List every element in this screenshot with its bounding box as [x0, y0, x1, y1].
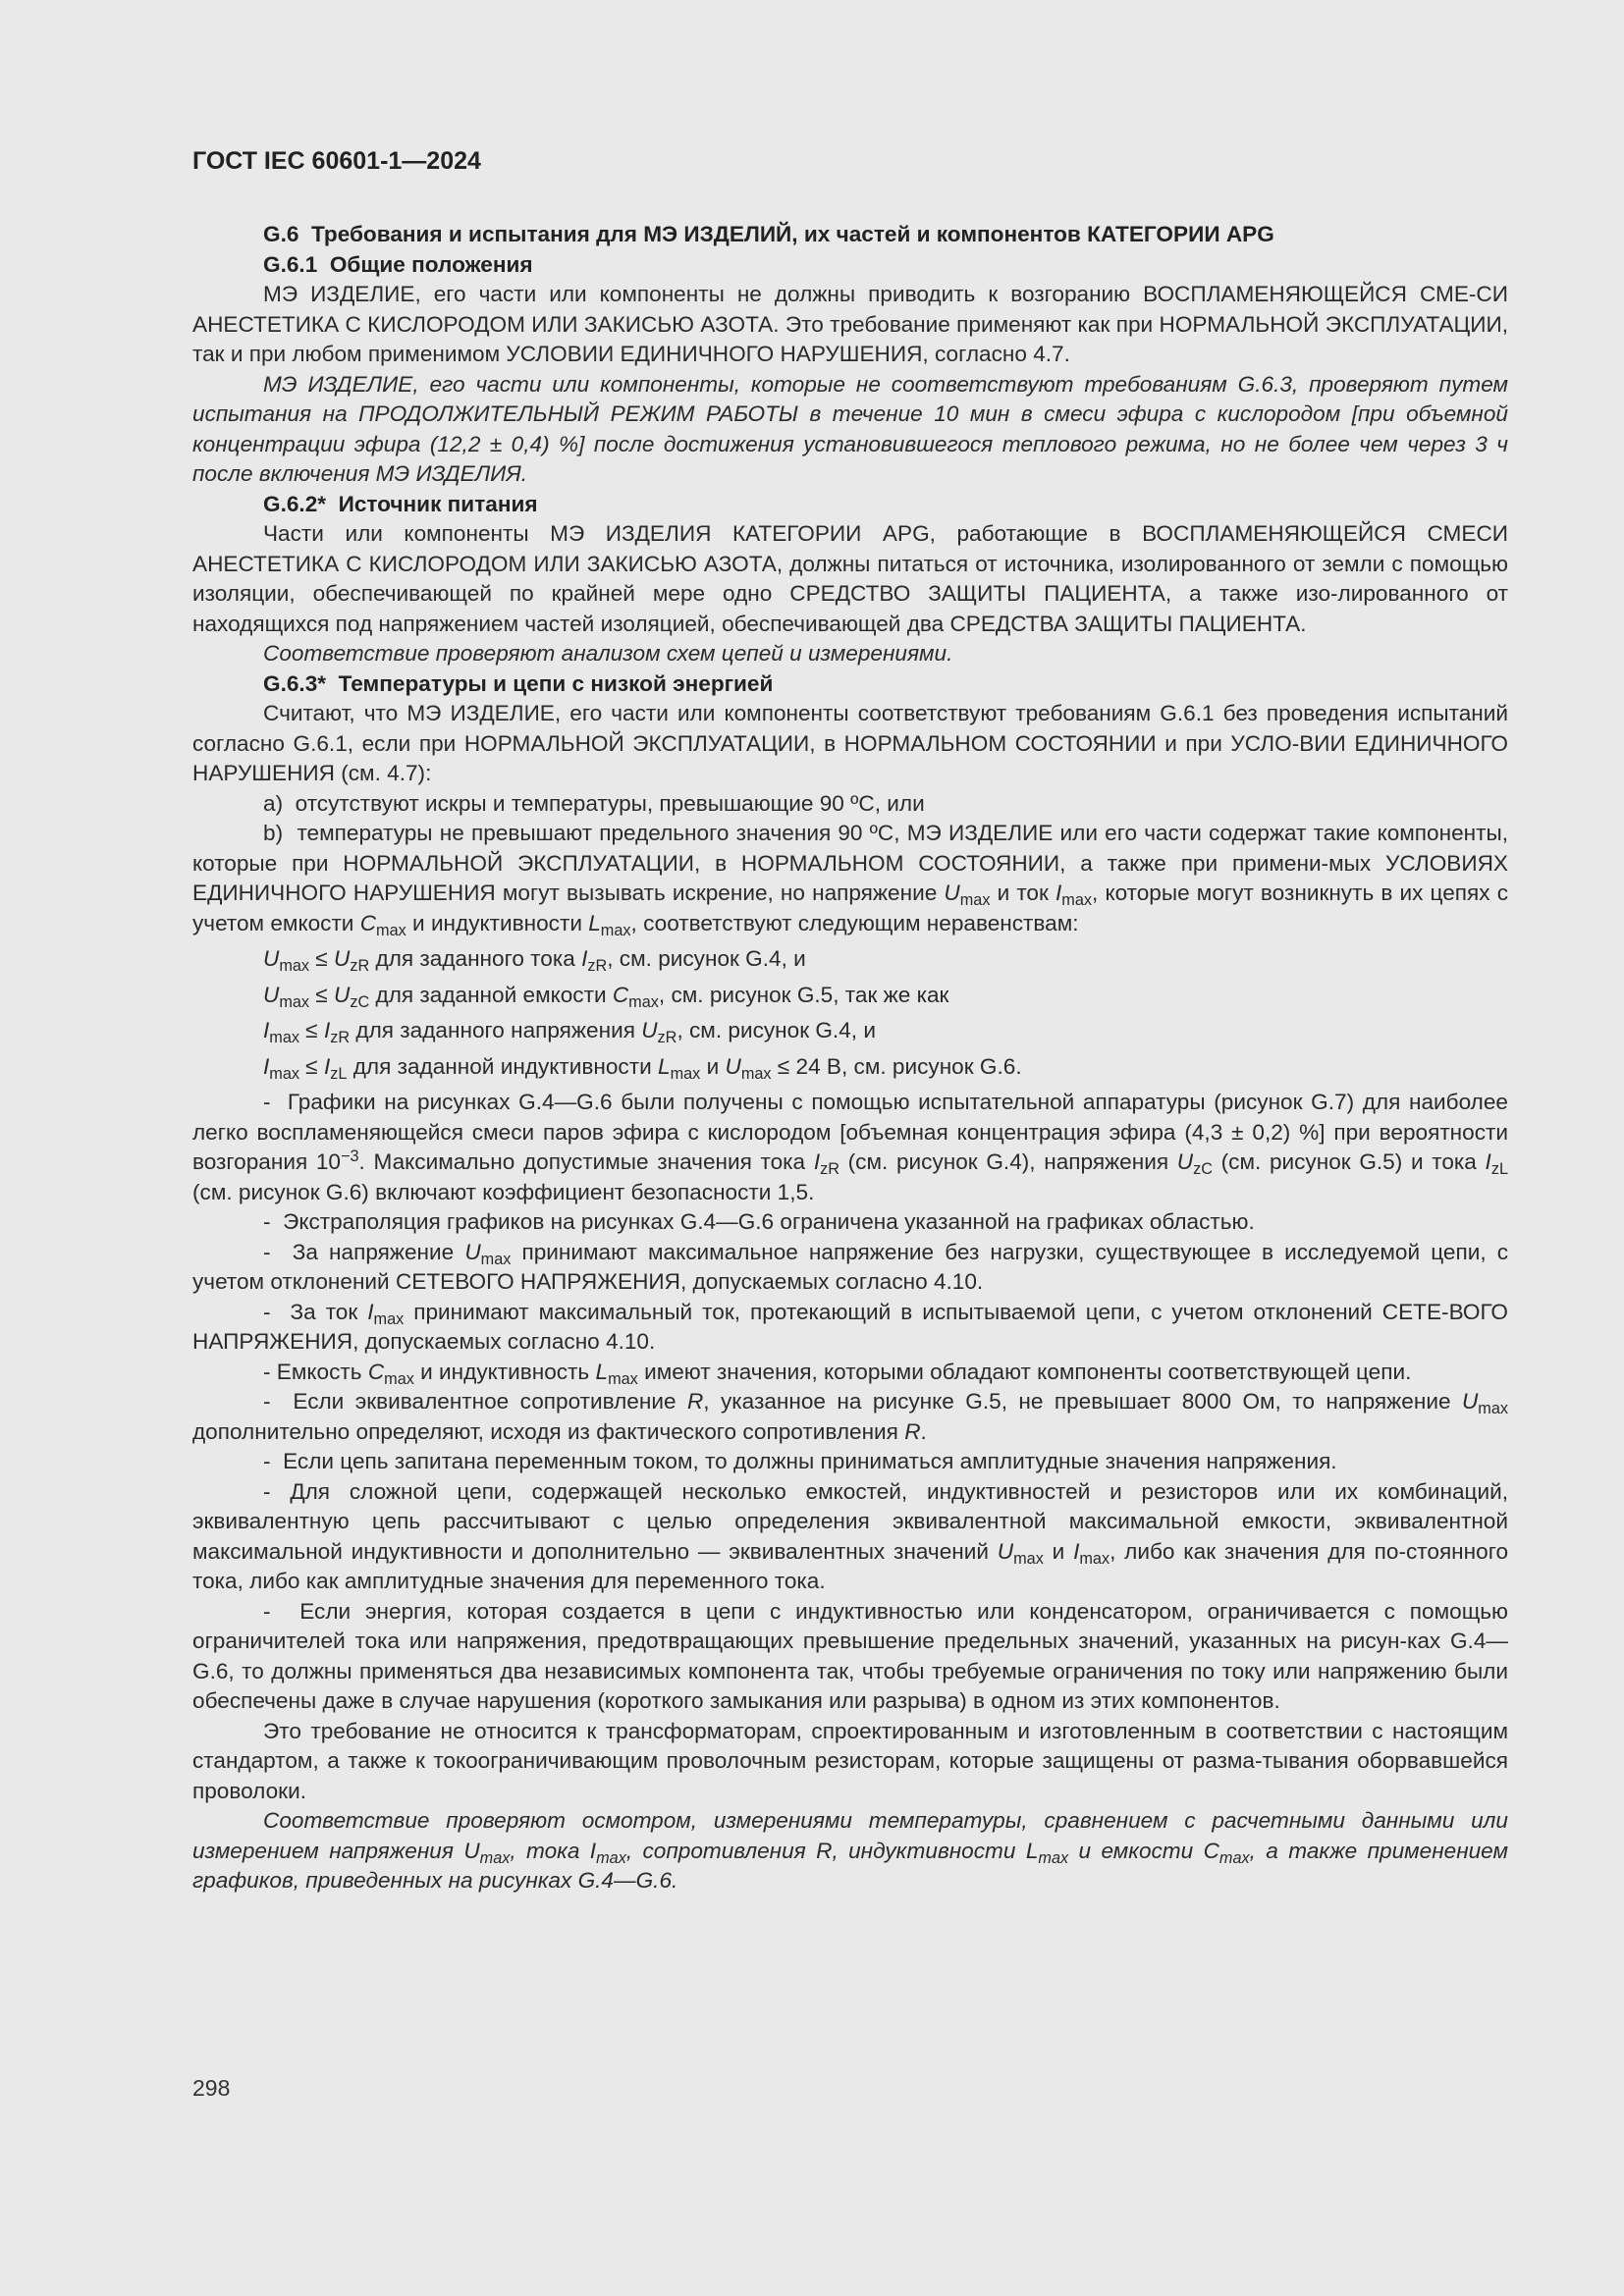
- paragraph: - Графики на рисунках G.4—G.6 были получены с помощью испытательной аппаратуры (рисунок G.7) для наиболее легко воспламеняющейся смеси паров эфира с кислородом [объемная концентрация эфира (4,3 ± 0,2) %] при вероятности возгорания $10^{-3}$. Максимально допустимые значения тока $I_{zR}$ (см. рисунок G.4), напряжения $U_{zC}$ (см. рисунок G.5) и тока $I_{zL}$ (см. рисунок G.6) включают коэффициент безопасности 1,5.: [192, 1090, 1508, 1204]
- section-heading: G.6.3* Температуры и цепи с низкой энергией: [263, 670, 774, 696]
- document-body: [192, 220, 1508, 1896]
- paragraph: Соответствие проверяют анализом схем цепей и измерениями.: [263, 641, 953, 666]
- paragraph: Это требование не относится к трансформаторам, спроектированным и изготовленным в соответствии с настоящим стандартом, а также к токоограничивающим проволочным резисторам, которые защищены от разма-тывания оборвавшейся проволоки.: [192, 1718, 1508, 1803]
- paragraph: - За ток $I_{max}$ принимают максимальный ток, протекающий в испытываемой цепи, с учетом отклонений СЕТЕ-ВОГО НАПРЯЖЕНИЯ, допускаемых согласно 4.10.: [192, 1299, 1508, 1354]
- paragraph: $I_{max} \le I_{zL}$ для заданной индуктивности $L_{max}$ и $U_{max} \le 24$ В, см. рисунок G.6.: [263, 1053, 1022, 1083]
- paragraph: $U_{max} \le U_{zR}$ для заданного тока $I_{zR}$, см. рисунок G.4, и: [263, 946, 806, 975]
- paragraph: - За напряжение $U_{max}$ принимают максимальное напряжение без нагрузки, существующее в исследуемой цепи, с учетом отклонений СЕТЕВОГО НАПРЯЖЕНИЯ, допускаемых согласно 4.10.: [192, 1239, 1508, 1294]
- paragraph: b) температуры не превышают предельного значения 90 ºC, МЭ ИЗДЕЛИЕ или его части содержат такие компоненты, которые при НОРМАЛЬНОЙ ЭКСПЛУАТАЦИИ, в НОРМАЛЬНОМ СОСТОЯНИИ, а также при примени-мых УСЛОВИЯХ ЕДИНИЧНОГО НАРУШЕНИЯ могут вызывать искрение, но напряжение $U_{max}$ и ток $I_{max}$, которые могут возникнуть в их цепях с учетом емкости $C_{max}$ и индуктивности $L_{max}$, соответствуют следующим неравенствам:: [192, 821, 1508, 939]
- paragraph: $I_{max} \le I_{zR}$ для заданного напряжения $U_{zR}$, см. рисунок G.4, и: [263, 1018, 876, 1046]
- paragraph: Части или компоненты МЭ ИЗДЕЛИЯ КАТЕГОРИИ APG, работающие в ВОСПЛАМЕНЯЮЩЕЙСЯ СМЕСИ АНЕСТЕТИКА С КИСЛОРОДОМ ИЛИ ЗАКИСЬЮ АЗОТА, должны питаться от источника, изолированного от земли с помощью изоляции, обеспечивающей по крайней мере одно СРЕДСТВО ЗАЩИТЫ ПАЦИЕНТА, а также изо-лированного от находящихся под напряжением частей изоляцией, обеспечивающей два СРЕДСТВА ЗАЩИТЫ ПАЦИЕНТА.: [192, 521, 1508, 636]
- paragraph: - Если цепь запитана переменным током, то должны приниматься амплитудные значения напряжения.: [263, 1449, 1337, 1473]
- paragraph: $U_{max} \le U_{zC}$ для заданной емкости $C_{max}$, см. рисунок G.5, так же как: [263, 982, 949, 1011]
- page-number: 298: [192, 2075, 231, 2101]
- paragraph: - Экстраполяция графиков на рисунках G.4—G.6 ограничена указанной на графиках областью.: [263, 1209, 1255, 1234]
- paragraph: МЭ ИЗДЕЛИЕ, его части или компоненты, которые не соответствуют требованиям G.6.3, проверяют путем испытания на ПРОДОЛЖИТЕЛЬНЫЙ РЕЖИМ РАБОТЫ в течение 10 мин в смеси эфира с кислородом [при объемной концентрации эфира (12,2 ± 0,4) %] после достижения установившегося теплового режима, но не более чем через 3 ч после включения МЭ ИЗДЕЛИЯ.: [192, 371, 1508, 486]
- paragraph: - Если энергия, которая создается в цепи с индуктивностью или конденсатором, ограничивается с помощью ограничителей тока или напряжения, предотвращающих превышение предельных значений, указанных на рисун-ках G.4—G.6, то должны применяться два независимых компонента так, чтобы требуемые ограничения по току или напряжению были обеспечены даже в случае нарушения (короткого замыкания или разрыва) в одном из этих компонентов.: [192, 1598, 1508, 1713]
- paragraph: - Для сложной цепи, содержащей несколько емкостей, индуктивностей и резисторов или их комбинаций, эквивалентную цепь рассчитывают с целью определения эквивалентной максимальной емкости, эквивалентной максимальной индуктивности и дополнительно — эквивалентных значений $U_{max}$ и $I_{max}$, либо как значения для по-стоянного тока, либо как амплитудные значения для переменного тока.: [192, 1478, 1509, 1593]
- section-heading: G.6 Требования и испытания для МЭ ИЗДЕЛИЙ, их частей и компонентов КАТЕГОРИИ APG: [263, 222, 1274, 246]
- paragraph: - Емкость $C_{max}$ и индуктивность $L_{max}$ имеют значения, которыми обладают компоненты соответствующей цепи.: [263, 1359, 1412, 1388]
- paragraph: Соответствие проверяют осмотром, измерениями температуры, сравнением с расчетными данными или измерением напряжения $U_{max}$, тока $I_{max}$, сопротивления R, индуктивности $L_{max}$ и емкости $C_{max}$, а также применением графиков, приведенных на рисунках G.4—G.6.: [192, 1808, 1508, 1893]
- paragraph: a) отсутствуют искры и температуры, превышающие 90 ºC, или: [263, 790, 925, 816]
- paragraph: Считают, что МЭ ИЗДЕЛИЕ, его части или компоненты соответствуют требованиям G.6.1 без проведения испытаний согласно G.6.1, если при НОРМАЛЬНОЙ ЭКСПЛУАТАЦИИ, в НОРМАЛЬНОМ СОСТОЯНИИ и при УСЛО-ВИИ ЕДИНИЧНОГО НАРУШЕНИЯ (см. 4.7):: [192, 701, 1508, 785]
- paragraph: МЭ ИЗДЕЛИЕ, его части или компоненты не должны приводить к возгоранию ВОСПЛАМЕНЯЮЩЕЙСЯ СМЕ-СИ АНЕСТЕТИКА С КИСЛОРОДОМ ИЛИ ЗАКИСЬЮ АЗОТА. Это требование применяют как при НОРМАЛЬНОЙ ЭКСПЛУАТАЦИИ, так и при любом применимом УСЛОВИИ ЕДИНИЧНОГО НАРУШЕНИЯ, согласно 4.7.: [192, 282, 1508, 366]
- standard-header: ГОСТ IEC 60601-1—2024: [192, 147, 481, 175]
- section-heading: G.6.2* Источник питания: [263, 491, 538, 516]
- paragraph: - Если эквивалентное сопротивление R, указанное на рисунке G.5, не превышает 8000 Ом, то напряжение $U_{max}$ дополнительно определяют, исходя из фактического сопротивления R.: [192, 1389, 1508, 1444]
- section-heading: G.6.1 Общие положения: [263, 251, 533, 277]
